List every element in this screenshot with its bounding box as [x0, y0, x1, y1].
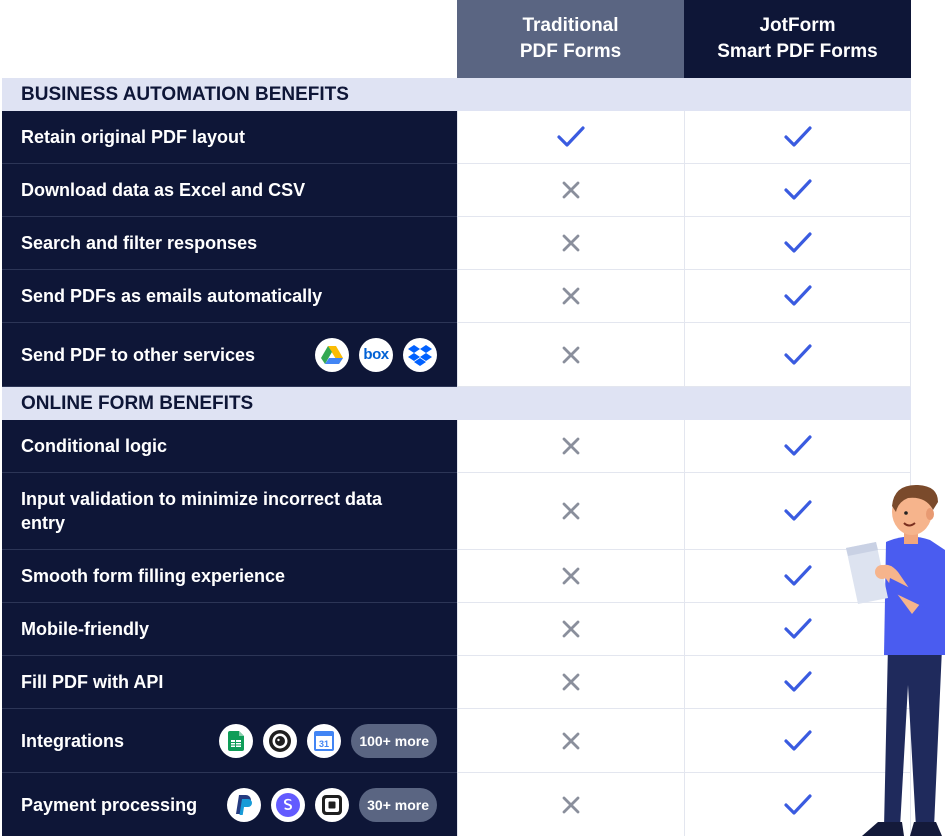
row-label: Send PDFs as emails automatically — [21, 286, 323, 306]
traditional-cell — [457, 773, 684, 836]
check-icon — [784, 794, 812, 816]
mailchimp-icon — [263, 724, 297, 758]
row-label-cell — [2, 420, 457, 473]
row-label: Download data as Excel and CSV — [21, 180, 306, 200]
section-header-business — [2, 78, 911, 111]
check-icon — [784, 126, 812, 148]
check-icon — [784, 618, 812, 640]
traditional-cell — [457, 656, 684, 709]
smart-cell — [684, 420, 911, 473]
table-row — [2, 773, 911, 836]
row-label-cell — [2, 164, 457, 217]
google-calendar-icon — [307, 724, 341, 758]
section-online-label: ONLINE FORM BENEFITS — [21, 392, 254, 414]
x-icon — [562, 732, 580, 750]
row-label: Conditional logic — [21, 436, 167, 456]
check-icon — [784, 179, 812, 201]
traditional-cell — [457, 217, 684, 270]
google-sheets-icon — [219, 724, 253, 758]
x-icon — [562, 502, 580, 520]
row-label-cell — [2, 111, 457, 164]
square-icon — [315, 788, 349, 822]
table-row — [2, 323, 911, 387]
check-icon — [784, 344, 812, 366]
smart-cell — [684, 217, 911, 270]
row-label: Input validation to minimize incorrect data entry — [21, 489, 383, 533]
traditional-cell — [457, 270, 684, 323]
stripe-icon — [271, 788, 305, 822]
box-icon-text: box — [363, 346, 389, 363]
more-integrations-badge[interactable]: 100+ more — [351, 724, 437, 758]
traditional-cell — [457, 420, 684, 473]
check-icon — [784, 671, 812, 693]
x-icon — [562, 437, 580, 455]
smart-cell — [684, 164, 911, 217]
person-illustration — [838, 480, 945, 836]
smart-cell — [684, 323, 911, 387]
table-row — [2, 111, 911, 164]
check-icon — [784, 565, 812, 587]
row-label-cell — [2, 603, 457, 656]
table-row — [2, 550, 911, 603]
check-icon — [784, 435, 812, 457]
integration-icons — [219, 724, 437, 758]
check-icon — [784, 730, 812, 752]
row-label: Retain original PDF layout — [21, 127, 246, 147]
box-icon — [359, 338, 393, 372]
traditional-cell — [457, 111, 684, 164]
smart-cell — [684, 111, 911, 164]
column-header-smart-label: JotForm Smart PDF Forms — [717, 15, 878, 62]
row-label: Search and filter responses — [21, 233, 258, 253]
table-row — [2, 709, 911, 773]
row-label: Fill PDF with API — [21, 672, 164, 692]
table-row — [2, 473, 911, 550]
table-row — [2, 420, 911, 473]
row-label-cell — [2, 323, 457, 387]
check-icon — [784, 500, 812, 522]
x-icon — [562, 234, 580, 252]
row-label: Integrations — [21, 730, 125, 751]
row-label: Smooth form filling experience — [21, 566, 286, 586]
row-label-cell — [2, 773, 457, 836]
calendar-day: 31 — [319, 738, 330, 749]
column-header-traditional-label: Traditional PDF Forms — [519, 15, 622, 62]
traditional-cell — [457, 550, 684, 603]
row-label-cell — [2, 656, 457, 709]
traditional-cell — [457, 164, 684, 217]
row-label-cell — [2, 217, 457, 270]
row-label-cell — [2, 709, 457, 773]
row-label-cell — [2, 270, 457, 323]
traditional-cell — [457, 603, 684, 656]
dropbox-icon — [403, 338, 437, 372]
service-icons — [315, 338, 437, 372]
table-row — [2, 217, 911, 270]
x-icon — [562, 673, 580, 691]
column-header-smart — [684, 0, 911, 78]
google-drive-icon — [315, 338, 349, 372]
x-icon — [562, 346, 580, 364]
section-business-label: BUSINESS AUTOMATION BENEFITS — [21, 83, 349, 105]
traditional-cell — [457, 473, 684, 550]
table-row — [2, 603, 911, 656]
check-icon — [784, 232, 812, 254]
x-icon — [562, 181, 580, 199]
check-icon — [784, 285, 812, 307]
row-label-cell — [2, 473, 457, 550]
row-label: Mobile-friendly — [21, 619, 150, 639]
table-row — [2, 164, 911, 217]
row-label: Send PDF to other services — [21, 344, 256, 365]
row-label: Payment processing — [21, 794, 198, 815]
x-icon — [562, 567, 580, 585]
paypal-icon — [227, 788, 261, 822]
traditional-cell — [457, 323, 684, 387]
x-icon — [562, 620, 580, 638]
more-payments-badge[interactable]: 30+ more — [359, 788, 437, 822]
column-header-traditional — [457, 0, 684, 78]
check-icon — [557, 126, 585, 148]
section-header-online — [2, 387, 911, 420]
table-row — [2, 656, 911, 709]
traditional-cell — [457, 709, 684, 773]
x-icon — [562, 796, 580, 814]
x-icon — [562, 287, 580, 305]
smart-cell — [684, 270, 911, 323]
payment-icons — [227, 788, 437, 822]
table-row — [2, 270, 911, 323]
row-label-cell — [2, 550, 457, 603]
